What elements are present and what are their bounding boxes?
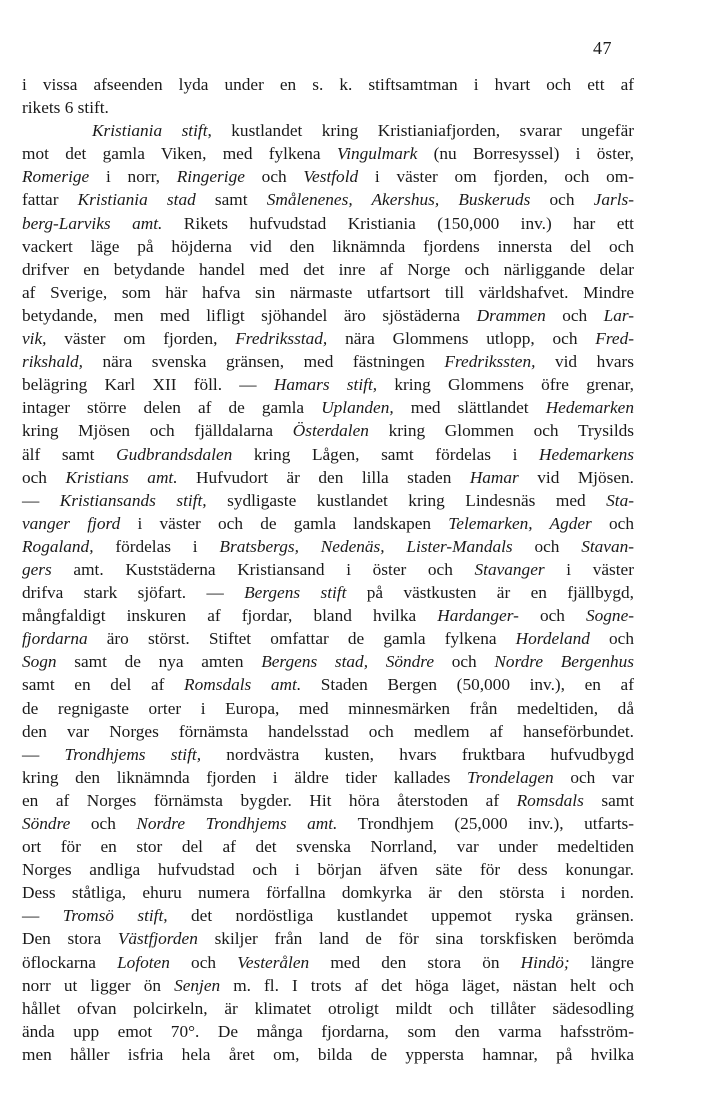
text-run: den var Norges förnämsta handelsstad och medlem af hanseförbundet. [22, 721, 634, 741]
italic-term: Romsdals amt. [184, 675, 302, 695]
text-run: öflockarna [22, 952, 118, 972]
text-line [22, 165, 634, 188]
italic-term: Ringerige [176, 167, 245, 187]
italic-term: Uplanden, [321, 398, 394, 418]
text-run: en af Norges förnämsta bygder. Hit höra återstoden af [22, 790, 517, 810]
text-run: längre [569, 952, 634, 972]
text-line [22, 858, 634, 881]
italic-term: Lar- [603, 305, 635, 325]
text-run: Trondhjem (25,000 inv.), utfarts- [337, 814, 634, 833]
body-text [22, 73, 634, 1066]
text-run: och [434, 652, 495, 672]
text-line [22, 627, 634, 650]
text-run: — [22, 744, 65, 764]
text-run: på västkusten är en fjällbygd, [346, 583, 634, 603]
text-run: drifva stark sjöfart. — [22, 583, 245, 603]
italic-term: Kristiania stad [77, 190, 196, 210]
italic-term: Sogne- [586, 606, 634, 626]
text-run: nära svenska gränsen, med fästningen [82, 352, 445, 372]
italic-term: Vesterålen [237, 952, 310, 972]
text-run: och [545, 305, 604, 325]
text-line [22, 697, 634, 720]
text-line [22, 512, 634, 535]
text-line [22, 789, 634, 812]
italic-term: Söndre [22, 814, 71, 833]
text-run: vid Mjösen. [518, 467, 634, 487]
text-run: kring Glommens öfre grenar, [377, 375, 634, 395]
text-run: mot det gamla Viken, med fylkena [22, 144, 337, 164]
text-run: kring den liknämnda fjorden i äldre tider kallades [22, 767, 467, 787]
text-run: och [518, 606, 586, 626]
text-line [22, 927, 634, 950]
text-run: och [22, 467, 66, 487]
italic-term: Kristiansands stift, [59, 490, 207, 510]
text-run: (nu Borresyssel) i öster, [417, 144, 635, 164]
text-run: vid hvars [535, 352, 635, 372]
text-run: Rikets hufvudstad Kristiania (150,000 inv.) har ett [162, 213, 634, 233]
text-run: väster om fjorden, [46, 329, 236, 349]
text-line [22, 673, 634, 696]
text-line [22, 419, 634, 442]
italic-term: vik, [22, 329, 47, 349]
text-run: Dess ståtliga, ehuru numera förfallna domkyrka är den största i norden. [22, 883, 634, 903]
text-line [22, 951, 634, 974]
text-run: och [512, 536, 582, 556]
text-run: och [244, 167, 304, 187]
text-run: men håller isfria hela året om, bilda de yppersta hamnar, på hvilka [22, 1044, 634, 1064]
italic-term: vanger fjord [22, 513, 121, 533]
text-run: fördelas i [93, 536, 220, 556]
italic-term: Romsdals [516, 790, 584, 810]
text-run: rikets 6 stift. [22, 98, 109, 118]
text-run: fattar [22, 190, 78, 210]
italic-term: Stavanger [474, 559, 545, 579]
text-line [22, 904, 634, 927]
text-run: — [22, 906, 63, 926]
text-line [22, 304, 634, 327]
italic-term: Hedemarkens [538, 444, 634, 464]
italic-term: Fredrikssten, [444, 352, 536, 372]
text-run: ort för en stor del af det svenska Norrland, var under medeltiden [22, 837, 634, 857]
text-run: samt [583, 790, 634, 810]
italic-term: Telemarken, Agder [448, 513, 592, 533]
text-run: sydligaste kustlandet kring Lindesnäs med [206, 490, 607, 510]
text-line [22, 443, 634, 466]
text-run: samt [195, 190, 267, 210]
text-run: nära Glommens utlopp, och [327, 329, 596, 349]
italic-term: Hedemarken [545, 398, 634, 418]
italic-term: Bergens stift [244, 583, 347, 603]
text-line [22, 881, 634, 904]
text-line [22, 235, 634, 258]
text-run: kring Lågen, samt fördelas i [232, 444, 539, 464]
text-run: mångfaldigt inskuren af fjordar, bland hvilka [22, 606, 438, 626]
text-line [22, 604, 634, 627]
text-run: kring Mjösen och fjälldalarna [22, 421, 293, 441]
text-run: Hufvudort är den lilla staden [177, 467, 470, 487]
text-run: i väster och de gamla landskapen [120, 513, 449, 533]
italic-term: Bratsbergs, Nedenäs, Lister-Mandals [219, 536, 513, 556]
text-run: ända upp emot 70°. De många fjordarna, som den varma hafsström- [22, 1021, 634, 1041]
italic-term: Jarls- [593, 190, 634, 210]
text-line [22, 350, 634, 373]
text-run: kring Glommen och Trysilds [368, 421, 634, 441]
text-line [22, 396, 634, 419]
text-line [22, 373, 634, 396]
text-run: i vissa afseenden lyda under en s. k. stiftsamtman i hvart och ett af [22, 75, 634, 94]
italic-term: Kristians amt. [65, 467, 178, 487]
text-line [22, 720, 634, 743]
text-line [22, 835, 634, 858]
text-line [22, 119, 634, 142]
text-run: Norges andliga hufvudstad och i början äfven säte för dess konungar. [22, 860, 634, 880]
italic-term: Fred- [595, 329, 634, 349]
italic-term: Senjen [174, 975, 221, 995]
italic-term: gers [22, 559, 52, 579]
italic-term: Rogaland, [22, 536, 94, 556]
text-line [22, 650, 634, 673]
italic-term: Vingulmark [336, 144, 418, 164]
text-run: , kustlandet kring Kristianiafjorden, svarar ungefär [207, 121, 634, 141]
text-line [22, 766, 634, 789]
text-run: m. fl. I trots af det höga läget, nästan helt och [220, 975, 635, 995]
text-run: betydande, men med lifligt sjöhandel äro sjöstäderna [22, 305, 477, 325]
text-run: drifver en betydande handel med det inre af Norge och närliggande delar [22, 259, 634, 279]
italic-term: Trondelagen [466, 767, 554, 787]
text-run: Staden Bergen (50,000 inv.), en af [301, 675, 634, 695]
italic-term: Hamar [469, 467, 519, 487]
text-run: i väster [544, 559, 634, 579]
text-line [22, 1043, 634, 1066]
page-number: 47 [593, 38, 612, 58]
text-run: de regnigaste orter i Europa, med minnesmärken från medeltiden, då [22, 698, 634, 718]
italic-term: Hordeland [515, 629, 590, 649]
italic-term: Tromsö stift, [62, 906, 168, 926]
text-run: i väster om fjorden, och om- [358, 167, 634, 187]
text-line [22, 466, 634, 489]
italic-term: fjordarna [22, 629, 88, 649]
text-line [22, 997, 634, 1020]
text-run: älf samt [22, 444, 117, 464]
text-run: äro störst. Stiftet omfattar de gamla fylkena [87, 629, 516, 649]
italic-term: Trondhjems stift, [64, 744, 202, 764]
text-run: norr ut ligger ön [22, 975, 175, 995]
text-run: och [169, 952, 238, 972]
italic-term: Kristiania stift [92, 121, 208, 141]
italic-term: Nordre Bergenhus [494, 652, 635, 672]
text-line [22, 142, 634, 165]
italic-term: Österdalen [292, 421, 369, 441]
italic-term: Stavan- [581, 536, 635, 556]
text-line [22, 188, 634, 211]
italic-term: Lofoten [117, 952, 170, 972]
text-line [22, 73, 634, 96]
text-run: samt de nya amten [56, 652, 262, 672]
text-run: och var [553, 767, 634, 787]
text-line [22, 327, 634, 350]
text-run: skiljer från land de för sina torskfisken berömda [197, 929, 634, 949]
italic-term: Gudbrandsdalen [116, 444, 233, 464]
text-line [22, 1020, 634, 1043]
text-run: i norr, [89, 167, 177, 187]
text-run: intager större delen af de gamla [22, 398, 322, 418]
text-run: — [22, 490, 60, 510]
italic-term: Nordre Trondhjems amt. [136, 814, 338, 833]
italic-term: Smålenenes, Akershus, Buskeruds [266, 190, 531, 210]
text-run: det nordöstliga kustlandet uppemot ryska gränsen. [167, 906, 634, 926]
text-line [22, 281, 634, 304]
text-run: belägring Karl XII föll. — [22, 375, 274, 395]
italic-term: rikshald, [22, 352, 83, 372]
text-run: nordvästra kusten, hvars fruktbara hufvudbygd [201, 744, 634, 764]
italic-term: Sogn [22, 652, 57, 672]
text-line [22, 489, 634, 512]
text-line [22, 96, 634, 119]
italic-term: Sta- [606, 490, 634, 510]
text-run: och [530, 190, 594, 210]
italic-term: berg-Larviks amt. [22, 213, 163, 233]
italic-term: Bergens stad, Söndre [261, 652, 435, 672]
text-line [22, 558, 634, 581]
text-line [22, 581, 634, 604]
text-run: och [591, 513, 634, 533]
italic-term: Fredriksstad, [235, 329, 328, 349]
italic-term: Drammen [476, 305, 546, 325]
italic-term: Hamars stift, [273, 375, 378, 395]
text-run: med slättlandet [393, 398, 546, 418]
text-line [22, 812, 634, 835]
italic-term: Romerige [22, 167, 90, 187]
text-line [22, 212, 634, 235]
text-line [22, 535, 634, 558]
text-line [22, 743, 634, 766]
text-run: och [70, 814, 137, 833]
text-run: vackert läge på höjderna vid den liknämnda fjordens innersta del och [22, 236, 634, 256]
text-line [22, 258, 634, 281]
text-run: hållet ofvan polcirkeln, är klimatet otroligt mildt och tillåter sädesodling [22, 998, 634, 1018]
italic-term: Hardanger- [437, 606, 519, 626]
italic-term: Hindö; [520, 952, 570, 972]
text-run: Den stora [22, 929, 118, 949]
text-run: amt. Kuststäderna Kristiansand i öster och [51, 559, 475, 579]
text-run: med den stora ön [309, 952, 521, 972]
italic-term: Västfjorden [117, 929, 198, 949]
italic-term: Vestfold [303, 167, 359, 187]
text-line [22, 974, 634, 997]
text-run: samt en del af [22, 675, 185, 695]
text-run: af Sverige, som här hafva sin närmaste utfartsort till världshafvet. Mindre [22, 282, 634, 302]
text-run: och [589, 629, 634, 649]
